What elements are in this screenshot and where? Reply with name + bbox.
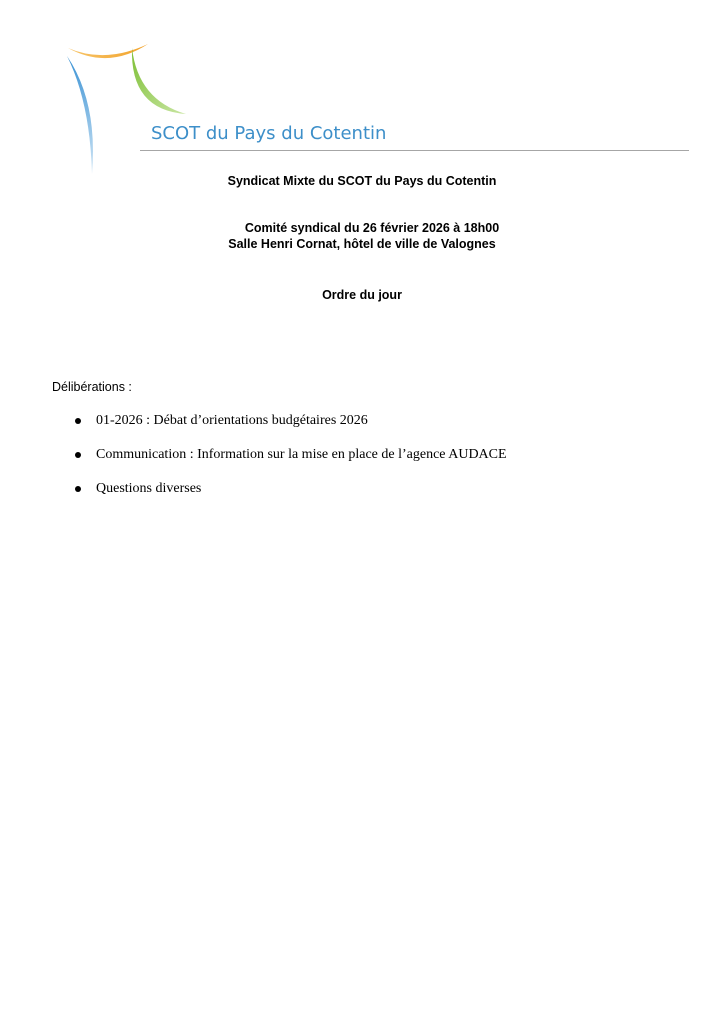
bullet-icon bbox=[75, 486, 81, 492]
scot-logo-icon bbox=[60, 40, 200, 180]
agenda-title: Ordre du jour bbox=[322, 288, 402, 302]
organization-title: Syndicat Mixte du SCOT du Pays du Cotentin bbox=[227, 174, 497, 188]
agenda-item bbox=[72, 412, 507, 446]
org-name: SCOT du Pays du Cotentin bbox=[151, 123, 387, 144]
agenda-item-text: 01-2026 : Débat d’orientations budgétaires 2026 bbox=[96, 413, 368, 428]
deliberations-label: Délibérations : bbox=[52, 380, 132, 394]
agenda-item-text: Questions diverses bbox=[96, 481, 202, 496]
header-divider bbox=[140, 150, 689, 151]
meeting-line: Comité syndical du 26 février 2026 à 18h00 bbox=[244, 221, 500, 235]
agenda-item bbox=[72, 446, 507, 480]
agenda-list bbox=[72, 412, 507, 514]
venue-line: Salle Henri Cornat, hôtel de ville de Valognes bbox=[228, 237, 496, 251]
agenda-item bbox=[72, 480, 507, 514]
agenda-item-text: Communication : Information sur la mise en place de l’agence AUDACE bbox=[96, 447, 507, 462]
bullet-icon bbox=[75, 452, 81, 458]
bullet-icon bbox=[75, 418, 81, 424]
